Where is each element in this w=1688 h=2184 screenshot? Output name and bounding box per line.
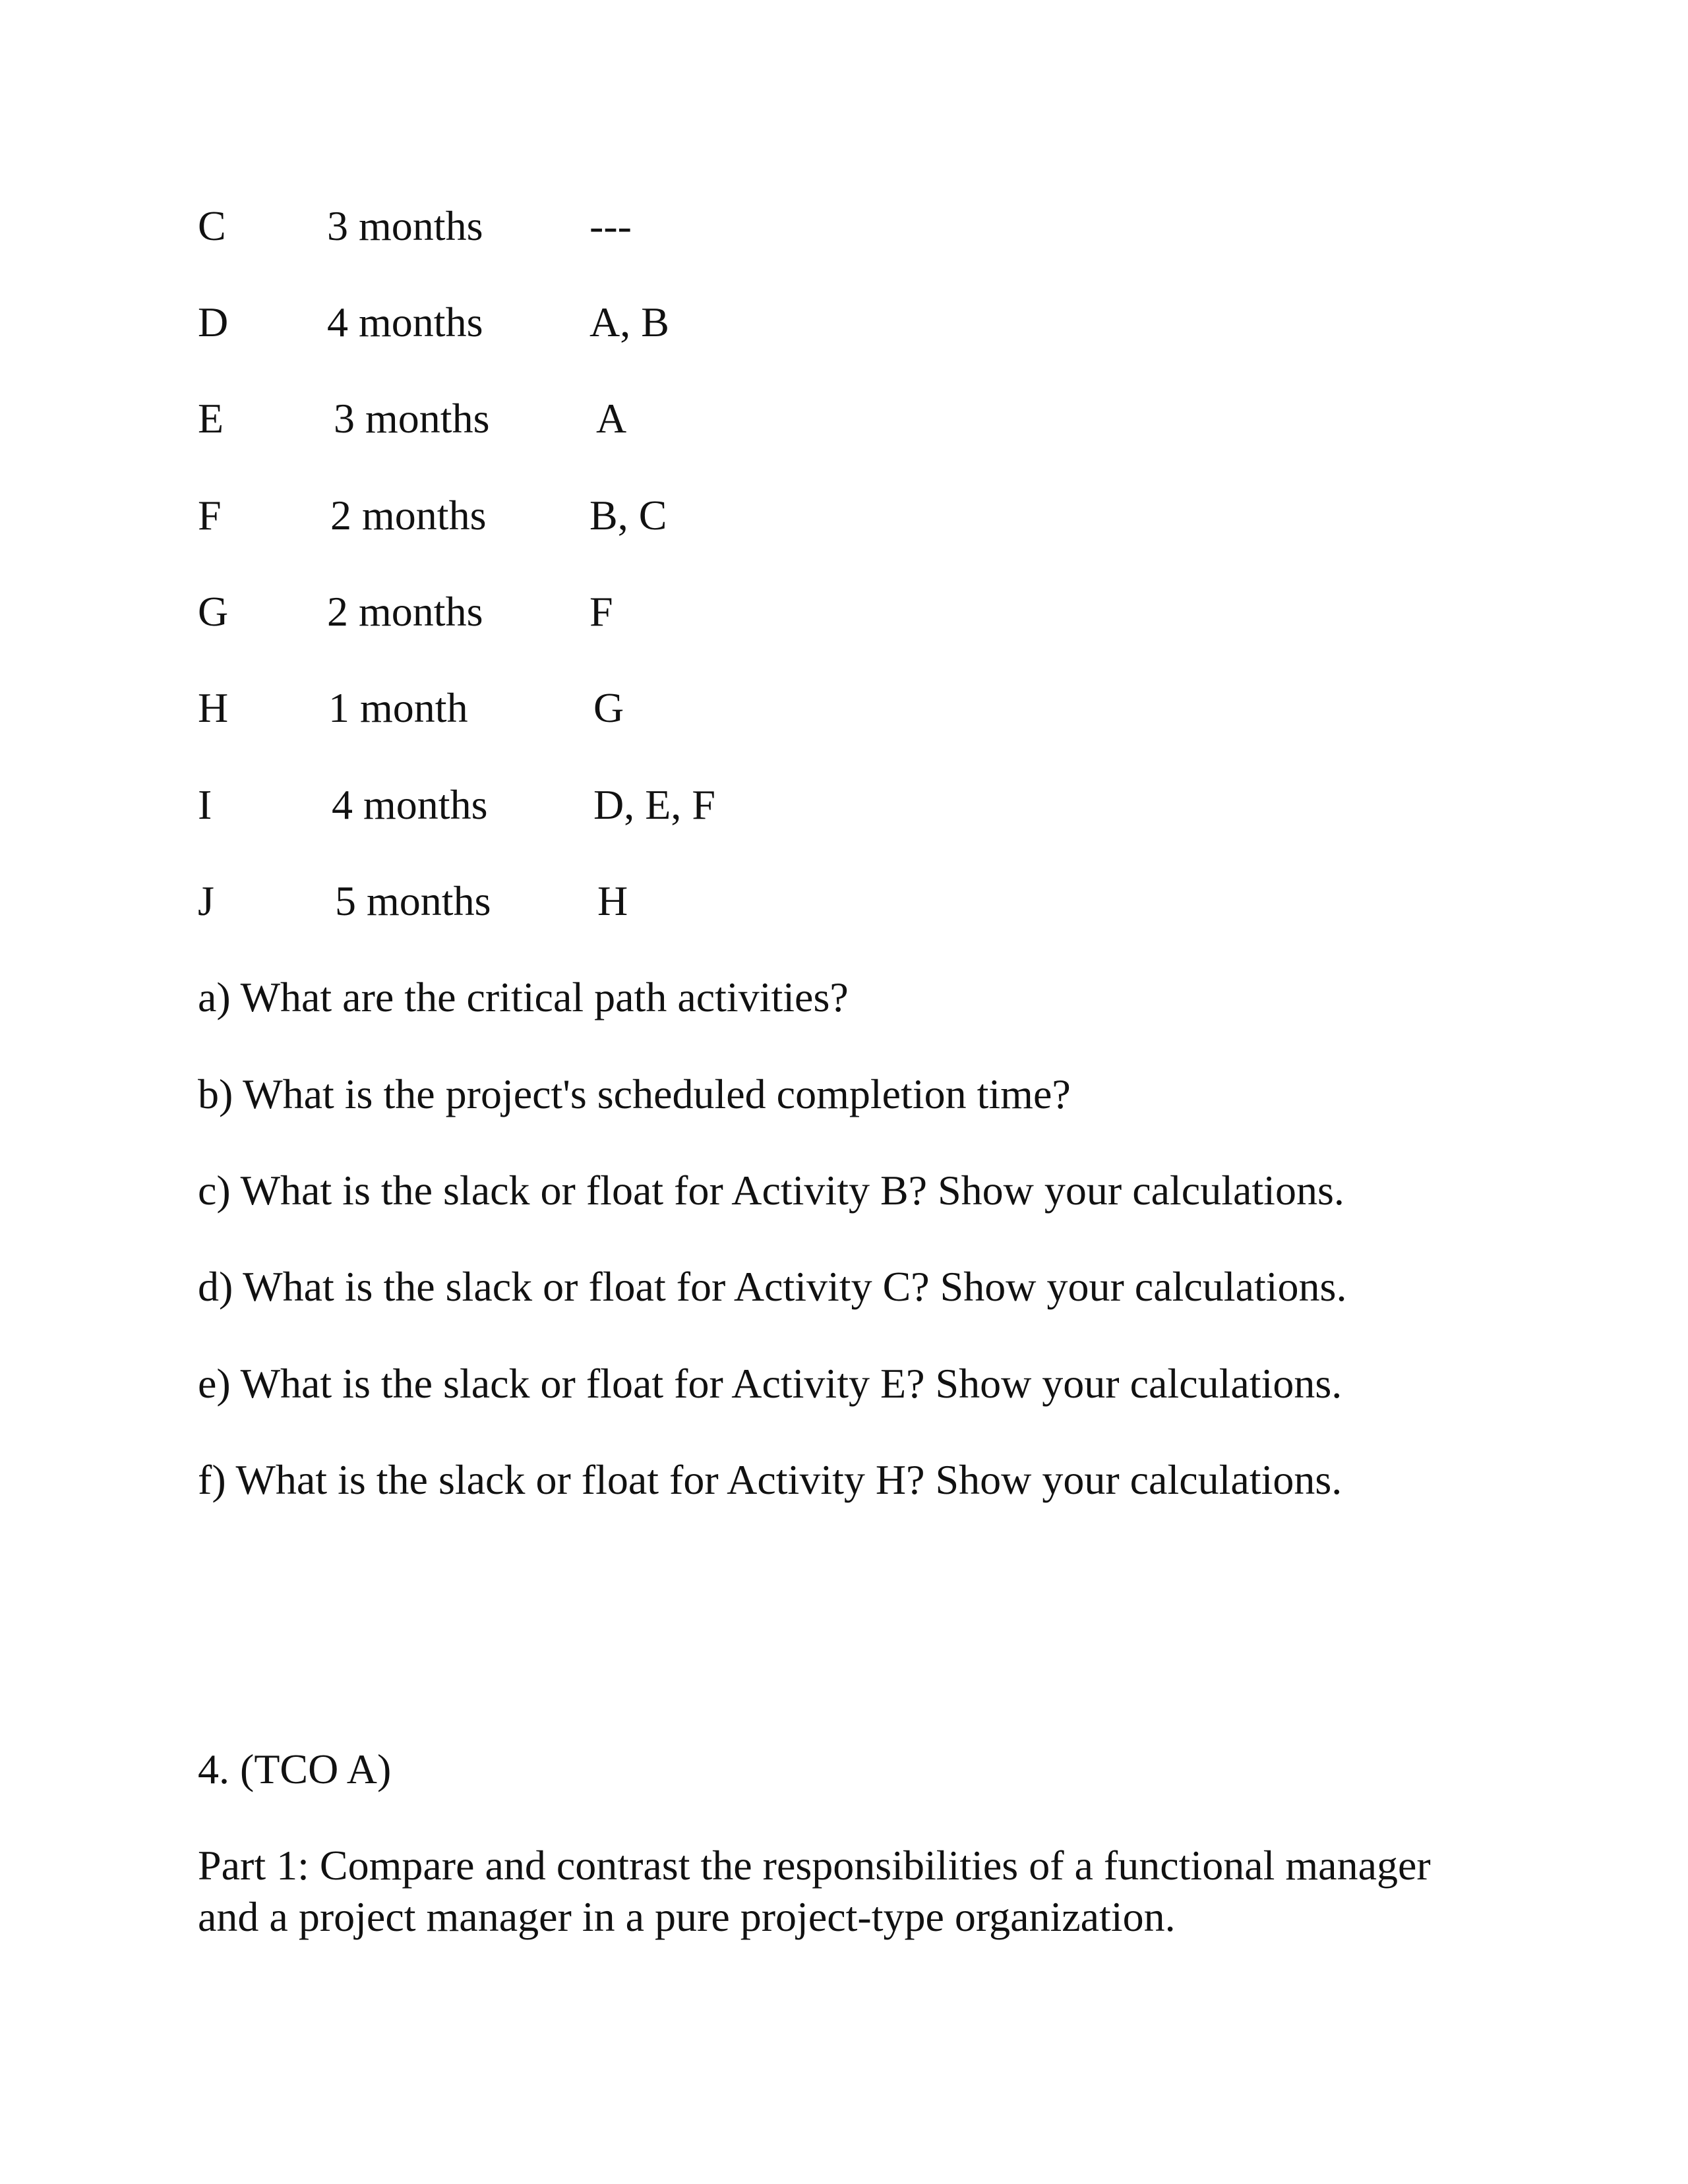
- activity-duration: 4 months: [332, 781, 488, 828]
- activity-code: C: [198, 202, 226, 249]
- question-a: a) What are the critical path activities?: [198, 974, 849, 1020]
- part1-text-line1: Part 1: Compare and contrast the responsibilities of a functional manager: [198, 1842, 1431, 1889]
- part1-text-line2: and a project manager in a pure project-type organization.: [198, 1893, 1176, 1940]
- activity-predecessors: F: [589, 588, 613, 635]
- activity-code: H: [198, 684, 229, 731]
- activity-predecessors: A: [596, 395, 627, 442]
- activity-duration: 5 months: [335, 877, 491, 924]
- activity-predecessors: ---: [589, 202, 632, 249]
- activity-code: I: [198, 781, 212, 828]
- activity-predecessors: B, C: [589, 492, 667, 539]
- activity-code: J: [198, 877, 214, 924]
- activity-duration: 2 months: [327, 588, 483, 635]
- question-c: c) What is the slack or float for Activity B? Show your calculations.: [198, 1167, 1344, 1214]
- activity-duration: 3 months: [327, 202, 483, 249]
- activity-code: E: [198, 395, 224, 442]
- question-b: b) What is the project's scheduled completion time?: [198, 1071, 1071, 1117]
- question-d: d) What is the slack or float for Activity C? Show your calculations.: [198, 1263, 1347, 1310]
- question-e: e) What is the slack or float for Activity E? Show your calculations.: [198, 1360, 1342, 1407]
- activity-code: G: [198, 588, 229, 635]
- activity-predecessors: G: [593, 684, 624, 731]
- question-f: f) What is the slack or float for Activity H? Show your calculations.: [198, 1456, 1342, 1503]
- activity-predecessors: D, E, F: [593, 781, 715, 828]
- activity-duration: 2 months: [330, 492, 487, 539]
- section-heading: 4. (TCO A): [198, 1746, 392, 1792]
- activity-predecessors: A, B: [589, 299, 669, 345]
- activity-duration: 1 month: [328, 684, 468, 731]
- activity-duration: 3 months: [334, 395, 490, 442]
- activity-code: F: [198, 492, 222, 539]
- activity-predecessors: H: [597, 877, 628, 924]
- activity-duration: 4 months: [327, 299, 483, 345]
- activity-code: D: [198, 299, 229, 345]
